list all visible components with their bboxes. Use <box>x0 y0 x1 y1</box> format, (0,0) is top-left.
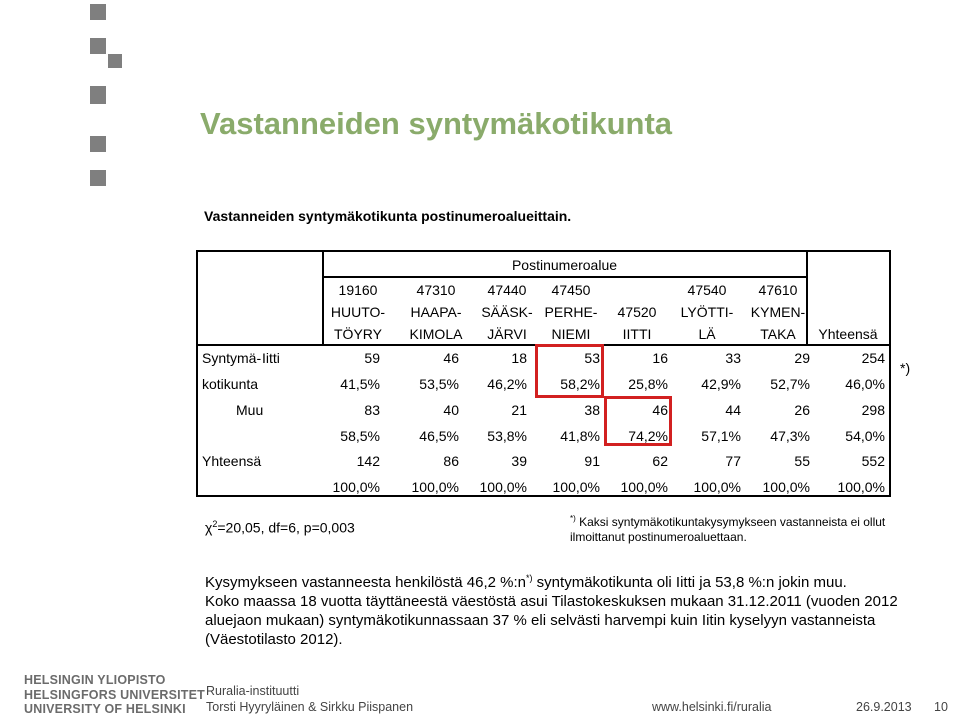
percent-cell: 58,5% <box>340 428 380 444</box>
percent-cell: 100,0% <box>332 479 380 495</box>
count-cell: 46 <box>652 402 668 418</box>
header-line <box>322 250 807 252</box>
row-label: Muu <box>236 402 264 418</box>
percent-cell: 41,8% <box>560 428 600 444</box>
percent-cell: 100,0% <box>479 479 527 495</box>
count-cell: 53 <box>584 350 600 366</box>
count-cell: 16 <box>652 350 668 366</box>
count-cell: 38 <box>584 402 600 418</box>
column-header-name2: JÄRVI <box>487 326 527 342</box>
column-header-code: 47610 <box>758 282 798 298</box>
chi-square-stat <box>205 519 355 536</box>
column-header-code: 47450 <box>551 282 591 298</box>
column-header-name2: KIMOLA <box>409 326 463 342</box>
column-header-name2: TÖYRY <box>334 326 382 342</box>
count-cell: 552 <box>861 453 885 469</box>
percent-cell: 100,0% <box>837 479 885 495</box>
column-header-name1: 47520 <box>617 304 657 320</box>
percent-cell: 47,3% <box>770 428 810 444</box>
count-cell: 91 <box>584 453 600 469</box>
percent-cell: 100,0% <box>762 479 810 495</box>
footnote-text: Kaksi syntymäkotikuntakysymykseen vastanneista ei ollut ilmoittanut postinumeroaluettaan. <box>570 515 886 544</box>
chi-text: =20,05, df=6, p=0,003 <box>217 519 355 536</box>
paragraph-1-sup: *) <box>526 573 533 583</box>
percent-cell: 53,8% <box>487 428 527 444</box>
count-cell: 298 <box>861 402 885 418</box>
column-header-code: 47310 <box>416 282 456 298</box>
percent-cell: 52,7% <box>770 376 810 392</box>
footer-date: 26.9.2013 <box>856 700 912 714</box>
count-cell: 55 <box>794 453 810 469</box>
percent-cell: 25,8% <box>628 376 668 392</box>
count-cell: 62 <box>652 453 668 469</box>
chi-symbol: χ <box>205 519 213 536</box>
table-caption: Vastanneiden syntymäkotikunta postinumeroalueittain. <box>204 208 572 224</box>
column-header-name2: IITTI <box>622 326 652 342</box>
count-cell: 86 <box>443 453 459 469</box>
body-text <box>205 569 905 649</box>
percent-cell: 46,0% <box>845 376 885 392</box>
row-group-label: Syntymä- <box>202 350 262 366</box>
percent-cell: 42,9% <box>701 376 741 392</box>
column-header-code: 47440 <box>487 282 527 298</box>
percent-cell: 100,0% <box>552 479 600 495</box>
count-cell: 142 <box>356 453 380 469</box>
row-group-label: kotikunta <box>202 376 259 392</box>
column-header-name1: LYÖTTI- <box>680 304 734 320</box>
column-header-name1: KYMEN- <box>750 304 806 320</box>
percent-cell: 41,5% <box>340 376 380 392</box>
column-header-name2: Yhteensä <box>818 326 878 342</box>
column-header-name2: LÄ <box>698 326 716 342</box>
count-cell: 26 <box>794 402 810 418</box>
column-header-name2: TAKA <box>760 326 796 342</box>
column-header-name1: HAAPA- <box>410 304 462 320</box>
column-header-code: 19160 <box>338 282 378 298</box>
count-cell: 254 <box>861 350 885 366</box>
percent-cell: 100,0% <box>411 479 459 495</box>
percent-cell: 74,2% <box>628 428 668 444</box>
paragraph-1 <box>205 569 905 592</box>
percent-cell: 46,5% <box>419 428 459 444</box>
column-header-name1: HUUTO- <box>330 304 386 320</box>
footer-authors: Torsti Hyyryläinen & Sirkku Piispanen <box>206 700 414 714</box>
column-header-name1: SÄÄSK- <box>481 304 533 320</box>
paragraph-1-text: Kysymykseen vastanneesta henkilöstä 46,2 %:n <box>205 574 527 591</box>
percent-cell: 100,0% <box>693 479 741 495</box>
page-number: 10 <box>934 700 948 714</box>
count-cell: 83 <box>364 402 380 418</box>
count-cell: 77 <box>725 453 741 469</box>
percent-cell: 46,2% <box>487 376 527 392</box>
percent-cell: 53,5% <box>419 376 459 392</box>
paragraph-1-text: syntymäkotikunta oli Iitti ja 53,8 %:n jokin muu. <box>532 574 847 591</box>
count-cell: 46 <box>443 350 459 366</box>
footer-institute: Ruralia-instituutti <box>206 684 300 698</box>
university-name-fi: HELSINGIN YLIOPISTO <box>24 673 166 687</box>
slide-title: Vastanneiden syntymäkotikunta <box>200 106 673 141</box>
header-line <box>322 276 807 278</box>
count-cell: 33 <box>725 350 741 366</box>
count-cell: 39 <box>511 453 527 469</box>
percent-cell: 100,0% <box>620 479 668 495</box>
highlight-box <box>604 396 672 446</box>
chi-superscript: 2 <box>212 519 218 529</box>
paragraph-2: Koko maassa 18 vuotta täyttäneestä väestöstä asui Tilastokeskuksen mukaan 31.12.2011 (vuoden 2012 aluejaon mukaan) syntymäkotikunnassaan 37 % eli selvästi harvempi kuin Iitin kyselyyn vastanneista (Väestotilasto 2012). <box>205 593 898 648</box>
count-cell: 44 <box>725 402 741 418</box>
count-cell: 21 <box>511 402 527 418</box>
count-cell: 59 <box>364 350 380 366</box>
percent-cell: 57,1% <box>701 428 741 444</box>
count-cell: 40 <box>443 402 459 418</box>
count-cell: 29 <box>794 350 810 366</box>
footnote-sup: *) <box>570 514 576 523</box>
percent-cell: 58,2% <box>560 376 600 392</box>
footer-url[interactable]: www.helsinki.fi/ruralia <box>652 700 772 714</box>
row-label: Iitti <box>262 350 280 366</box>
count-cell: 18 <box>511 350 527 366</box>
column-header-name1: PERHE- <box>544 304 598 320</box>
row-label: Yhteensä <box>202 453 262 469</box>
footnote <box>570 511 920 545</box>
university-name-sv: HELSINGFORS UNIVERSITET <box>24 688 206 702</box>
university-name-en: UNIVERSITY OF HELSINKI <box>24 702 186 716</box>
highlight-box <box>535 344 604 398</box>
group-header: Postinumeroalue <box>511 257 618 273</box>
column-header-name2: NIEMI <box>551 326 591 342</box>
percent-cell: 54,0% <box>845 428 885 444</box>
footnote-marker: *) <box>900 360 911 376</box>
column-header-code: 47540 <box>687 282 727 298</box>
